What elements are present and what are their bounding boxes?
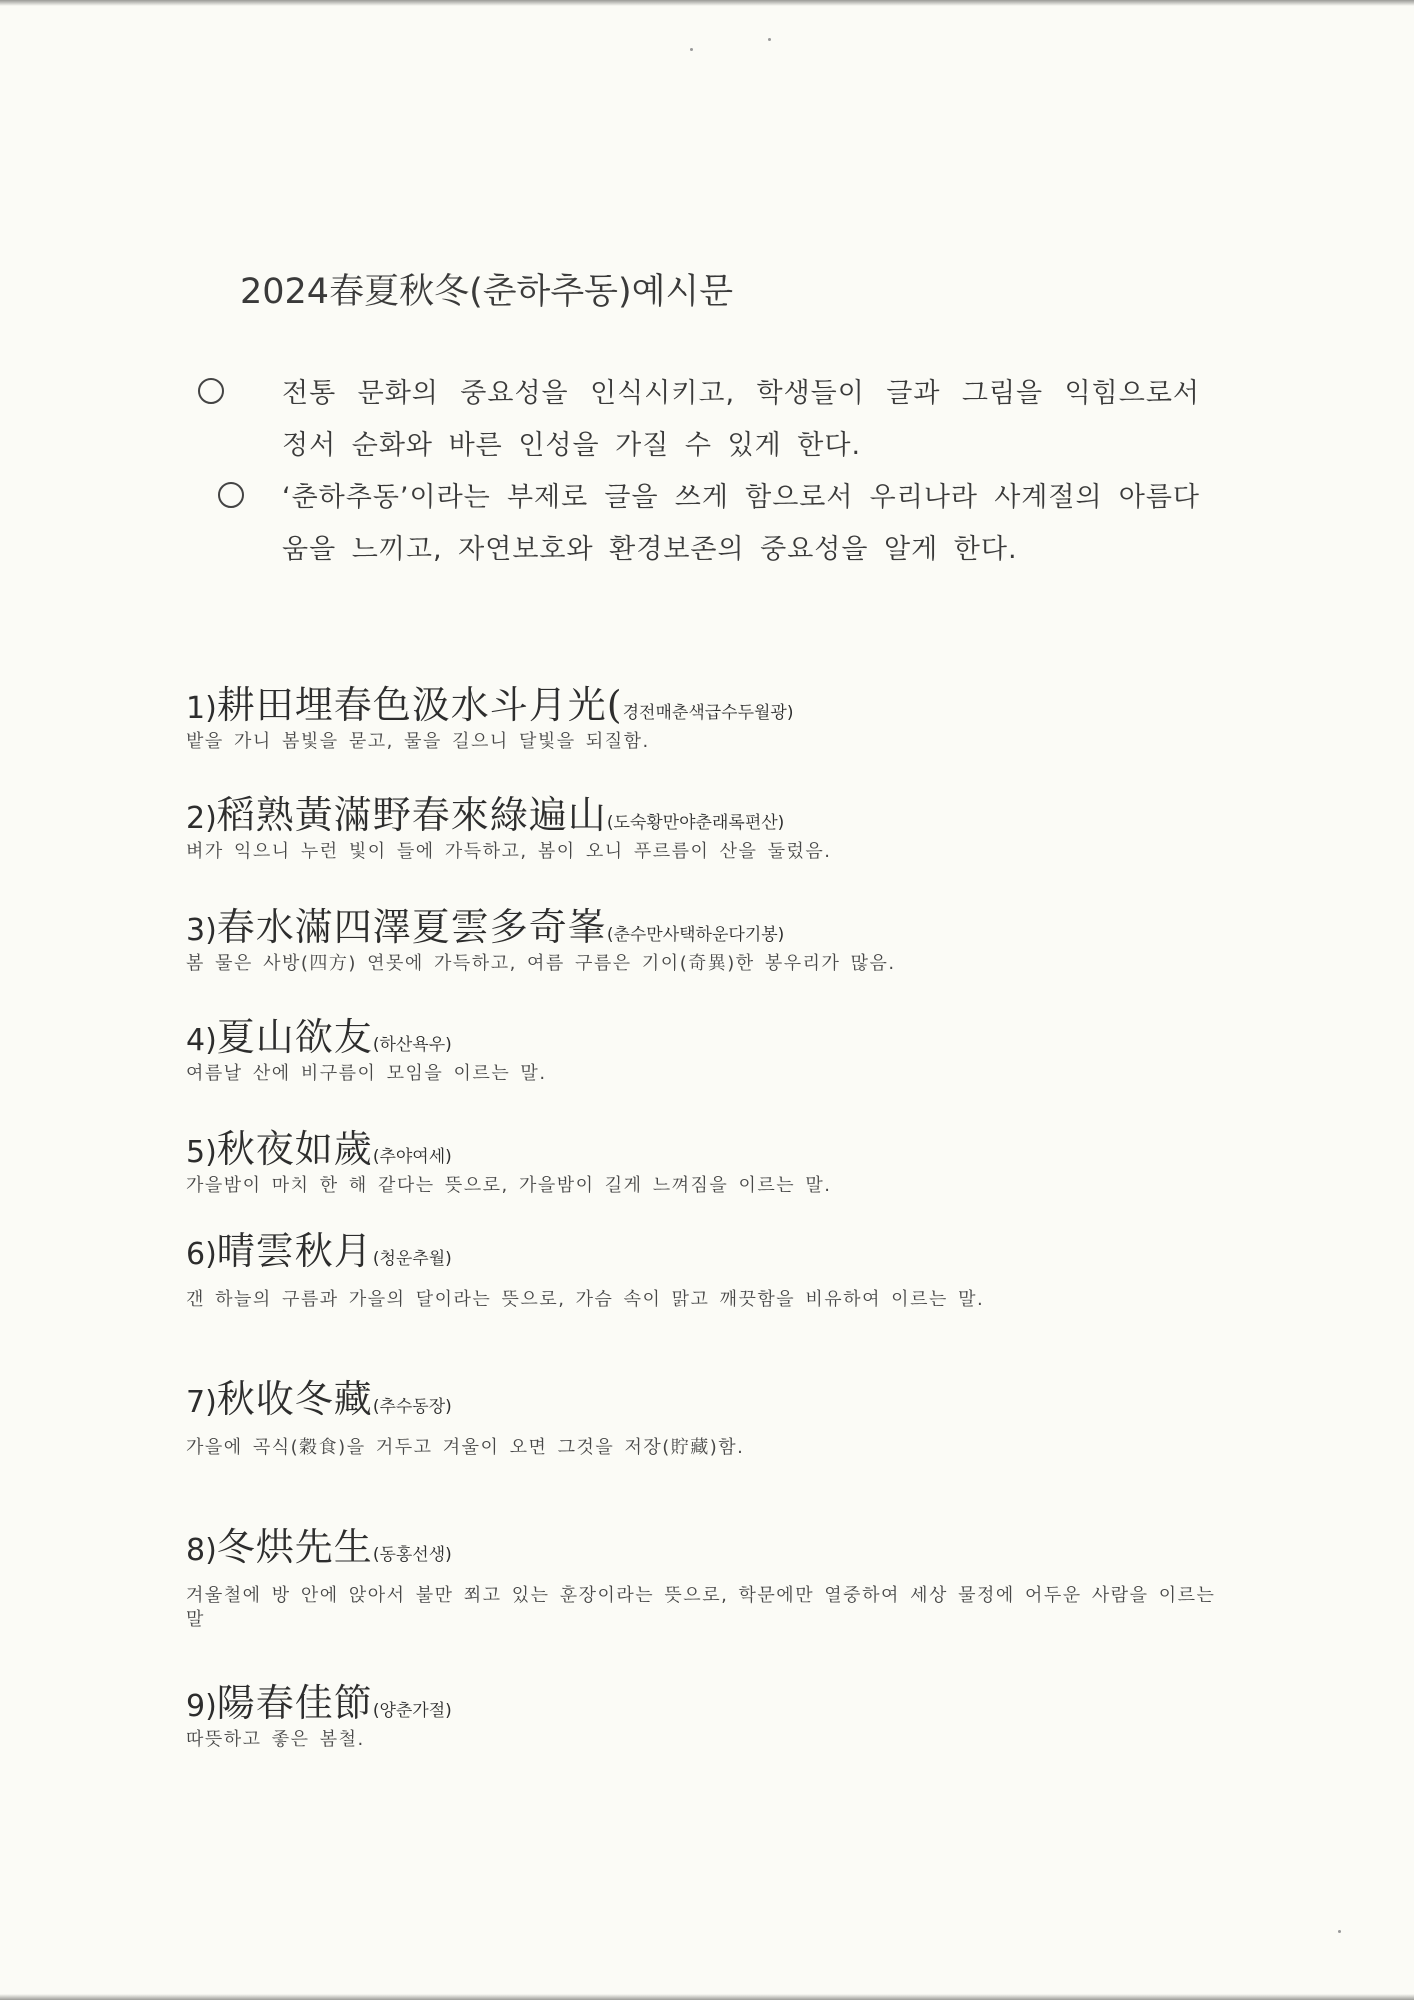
intro-bullet-text: 전통 문화의 중요성을 인식시키고, 학생들이 글과 그림을 익힘으로서 정서 순화와 바른 인성을 가질 수 있게 한다. [282, 378, 1200, 461]
entry-number: 5) [186, 1135, 217, 1170]
entry-description: 가을밤이 마치 한 해 같다는 뜻으로, 가을밤이 길게 느껴짐을 이르는 말. [186, 1175, 832, 1196]
entry-heading [186, 1525, 1226, 1569]
entry-number: 3) [186, 913, 217, 948]
entry-description: 벼가 익으니 누런 빛이 들에 가득하고, 봄이 오니 푸르름이 산을 둘렀음. [186, 841, 832, 862]
entry-heading [186, 1015, 1226, 1059]
entry-hanja: 冬烘先生 [216, 1525, 373, 1569]
entry-heading [186, 1377, 1226, 1421]
entry-7 [186, 1377, 1226, 1460]
entry-heading [186, 1229, 1226, 1273]
scan-speck [1338, 1930, 1341, 1933]
entry-description: 봄 물은 사방(四方) 연못에 가득하고, 여름 구름은 기이(奇異)한 봉우리가 많음. [186, 953, 896, 974]
scan-speck [768, 38, 771, 41]
entry-8 [186, 1525, 1226, 1632]
entry-hanja: 春水滿四澤夏雲多奇峯 [216, 905, 607, 949]
scan-edge-bottom [0, 1994, 1414, 2000]
entry-hanja: 秋收冬藏 [216, 1377, 373, 1421]
entry-description: 여름날 산에 비구름이 모임을 이르는 말. [186, 1063, 547, 1084]
entry-reading: (동홍선생) [372, 1545, 452, 1565]
entry-number: 1) [186, 691, 217, 726]
entry-reading: (하산욕우) [372, 1035, 452, 1055]
entry-6 [186, 1229, 1226, 1312]
entry-number: 8) [186, 1533, 217, 1568]
entry-number: 4) [186, 1023, 217, 1058]
intro-bullet [218, 472, 1200, 576]
entry-hanja: 秋夜如歲 [216, 1127, 373, 1171]
entry-9 [186, 1681, 1226, 1752]
circle-bullet-icon [198, 378, 224, 404]
intro-section [198, 368, 1200, 576]
entry-hanja: 夏山欲友 [216, 1015, 373, 1059]
entry-heading [186, 905, 1226, 949]
scan-edge-top [0, 0, 1414, 6]
entry-hanja: 稻熟黃滿野春來綠遍山 [216, 793, 607, 837]
entry-hanja: 晴雲秋月 [216, 1229, 373, 1273]
entry-reading: (춘수만사택하운다기봉) [606, 925, 785, 945]
entry-heading [186, 1681, 1226, 1725]
scan-speck [690, 48, 693, 51]
entry-5 [186, 1127, 1226, 1198]
entry-description: 겨울철에 방 안에 앉아서 불만 쬐고 있는 훈장이라는 뜻으로, 학문에만 열중하여 세상 물정에 어두운 사람을 이르는 말 [186, 1585, 1216, 1630]
entry-hanja: 耕田埋春色汲水斗月光( [216, 683, 623, 727]
entry-description: 가을에 곡식(穀食)을 거두고 겨울이 오면 그것을 저장(貯藏)함. [186, 1437, 745, 1458]
entry-3 [186, 905, 1226, 976]
entry-2 [186, 793, 1226, 864]
entry-reading: 경전매춘색급수두월광) [622, 703, 794, 723]
entry-number: 2) [186, 801, 217, 836]
entry-reading: (양춘가절) [372, 1701, 452, 1721]
entry-number: 9) [186, 1689, 217, 1724]
entry-reading: (청운추월) [372, 1249, 452, 1269]
entry-description: 갠 하늘의 구름과 가을의 달이라는 뜻으로, 가슴 속이 맑고 깨끗함을 비유하여 이르는 말. [186, 1289, 985, 1310]
entry-number: 6) [186, 1237, 217, 1272]
entry-reading: (도숙황만야춘래록편산) [606, 813, 785, 833]
entry-reading: (추야여세) [372, 1147, 452, 1167]
circle-bullet-icon [218, 482, 244, 508]
entry-heading [186, 683, 1226, 727]
document-title: 2024春夏秋冬(춘하추동)예시문 [240, 272, 734, 312]
entry-heading [186, 793, 1226, 837]
entry-reading: (추수동장) [372, 1397, 452, 1417]
entry-description: 따뜻하고 좋은 봄철. [186, 1729, 365, 1750]
entry-number: 7) [186, 1385, 217, 1420]
entry-heading [186, 1127, 1226, 1171]
intro-bullet-text: ‘춘하추동’이라는 부제로 글을 쓰게 함으로서 우리나라 사계절의 아름다움을 느끼고, 자연보호와 환경보존의 중요성을 알게 한다. [282, 482, 1200, 565]
entry-hanja: 陽春佳節 [216, 1681, 373, 1725]
entry-1 [186, 683, 1226, 754]
entry-description: 밭을 가니 봄빛을 묻고, 물을 길으니 달빛을 되질함. [186, 731, 650, 752]
entry-4 [186, 1015, 1226, 1086]
intro-bullet [198, 368, 1200, 472]
